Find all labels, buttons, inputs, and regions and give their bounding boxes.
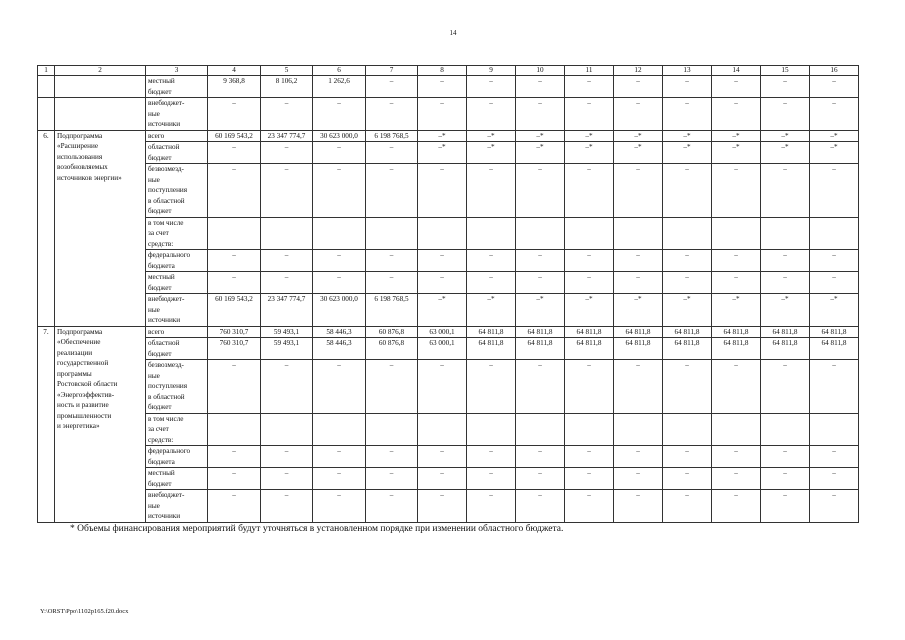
table-row xyxy=(38,98,859,131)
amount-cell: –* xyxy=(565,294,614,327)
amount-cell xyxy=(418,217,467,250)
amount-cell: – xyxy=(418,446,467,468)
funding-source: внебюджет- ные источники xyxy=(146,98,208,131)
amount-cell: – xyxy=(761,76,810,98)
table-row xyxy=(38,76,859,98)
header-cell: 7 xyxy=(366,66,418,76)
amount-cell: – xyxy=(418,468,467,490)
amount-cell: 60 876,8 xyxy=(366,338,418,360)
amount-cell: – xyxy=(761,98,810,131)
amount-cell: – xyxy=(366,446,418,468)
amount-cell xyxy=(712,413,761,446)
amount-cell: – xyxy=(712,446,761,468)
amount-cell: – xyxy=(467,98,516,131)
amount-cell xyxy=(313,413,366,446)
amount-cell xyxy=(810,413,859,446)
table-row xyxy=(38,217,859,250)
amount-cell: 64 811,8 xyxy=(565,326,614,338)
amount-cell: –* xyxy=(516,130,565,142)
amount-cell xyxy=(663,217,712,250)
amount-cell: – xyxy=(313,490,366,523)
header-cell: 1 xyxy=(38,66,55,76)
table-row xyxy=(38,142,859,164)
funding-source: местный бюджет xyxy=(146,76,208,98)
amount-cell: – xyxy=(712,76,761,98)
header-cell: 11 xyxy=(565,66,614,76)
amount-cell: 60 169 543,2 xyxy=(208,294,261,327)
amount-cell: – xyxy=(810,490,859,523)
amount-cell: –* xyxy=(467,294,516,327)
amount-cell: –* xyxy=(712,294,761,327)
funding-source: внебюджет- ные источники xyxy=(146,490,208,523)
amount-cell xyxy=(516,413,565,446)
amount-cell: – xyxy=(614,468,663,490)
header-cell: 15 xyxy=(761,66,810,76)
row-number xyxy=(38,98,55,131)
amount-cell: – xyxy=(663,272,712,294)
amount-cell: – xyxy=(467,468,516,490)
amount-cell: – xyxy=(810,98,859,131)
amount-cell: – xyxy=(565,490,614,523)
amount-cell: –* xyxy=(418,130,467,142)
amount-cell: 64 811,8 xyxy=(467,338,516,360)
amount-cell: – xyxy=(712,164,761,218)
table-row xyxy=(38,326,859,338)
amount-cell: –* xyxy=(761,294,810,327)
program-name: Подпрограмма «Обеспечение реализации государственной программы Ростовской области «Энергоэффектив- ность и развитие промышленности и энергетика» xyxy=(55,326,146,522)
amount-cell: – xyxy=(516,250,565,272)
amount-cell: 64 811,8 xyxy=(565,338,614,360)
header-cell: 5 xyxy=(261,66,313,76)
funding-source: федерального бюджета xyxy=(146,250,208,272)
amount-cell: – xyxy=(418,490,467,523)
header-cell: 2 xyxy=(55,66,146,76)
amount-cell: – xyxy=(712,272,761,294)
amount-cell xyxy=(366,217,418,250)
table-row xyxy=(38,468,859,490)
amount-cell: – xyxy=(712,98,761,131)
amount-cell: – xyxy=(313,360,366,414)
funding-source: всего xyxy=(146,130,208,142)
amount-cell: – xyxy=(761,164,810,218)
amount-cell xyxy=(261,217,313,250)
amount-cell: – xyxy=(614,164,663,218)
amount-cell: –* xyxy=(614,130,663,142)
program-name xyxy=(55,76,146,98)
amount-cell: – xyxy=(313,98,366,131)
amount-cell: – xyxy=(366,98,418,131)
header-cell: 3 xyxy=(146,66,208,76)
amount-cell: – xyxy=(614,76,663,98)
header-cell: 16 xyxy=(810,66,859,76)
funding-source: в том числе за счет средств: xyxy=(146,413,208,446)
amount-cell xyxy=(565,217,614,250)
amount-cell: –* xyxy=(418,142,467,164)
amount-cell: – xyxy=(261,360,313,414)
amount-cell: – xyxy=(467,490,516,523)
amount-cell: – xyxy=(516,468,565,490)
amount-cell: – xyxy=(366,164,418,218)
table-row xyxy=(38,490,859,523)
amount-cell: – xyxy=(810,272,859,294)
amount-cell: – xyxy=(208,490,261,523)
amount-cell: – xyxy=(208,250,261,272)
amount-cell: – xyxy=(761,250,810,272)
amount-cell: – xyxy=(366,468,418,490)
amount-cell: – xyxy=(565,272,614,294)
amount-cell: – xyxy=(418,164,467,218)
table-row xyxy=(38,338,859,360)
amount-cell: 63 000,1 xyxy=(418,326,467,338)
amount-cell: 6 198 768,5 xyxy=(366,294,418,327)
amount-cell: – xyxy=(313,142,366,164)
amount-cell: – xyxy=(516,490,565,523)
amount-cell xyxy=(614,413,663,446)
header-cell: 12 xyxy=(614,66,663,76)
header-cell: 6 xyxy=(313,66,366,76)
amount-cell: – xyxy=(366,490,418,523)
amount-cell: – xyxy=(313,164,366,218)
amount-cell: – xyxy=(467,164,516,218)
amount-cell: – xyxy=(614,250,663,272)
amount-cell: – xyxy=(565,468,614,490)
amount-cell: – xyxy=(261,250,313,272)
amount-cell: 59 493,1 xyxy=(261,326,313,338)
row-number xyxy=(38,76,55,98)
amount-cell: – xyxy=(418,272,467,294)
amount-cell: – xyxy=(418,76,467,98)
amount-cell: – xyxy=(712,360,761,414)
amount-cell: –* xyxy=(467,130,516,142)
amount-cell: – xyxy=(810,360,859,414)
amount-cell: – xyxy=(313,250,366,272)
amount-cell: – xyxy=(366,272,418,294)
amount-cell: 1 262,6 xyxy=(313,76,366,98)
amount-cell: – xyxy=(712,490,761,523)
amount-cell: –* xyxy=(810,130,859,142)
amount-cell: – xyxy=(261,490,313,523)
amount-cell xyxy=(208,413,261,446)
amount-cell: – xyxy=(565,76,614,98)
amount-cell: 64 811,8 xyxy=(516,338,565,360)
amount-cell: – xyxy=(810,250,859,272)
program-name xyxy=(55,98,146,131)
amount-cell: – xyxy=(208,446,261,468)
amount-cell: – xyxy=(467,272,516,294)
amount-cell: –* xyxy=(761,142,810,164)
amount-cell: – xyxy=(516,446,565,468)
funding-source: областной бюджет xyxy=(146,338,208,360)
amount-cell xyxy=(313,217,366,250)
amount-cell xyxy=(516,217,565,250)
amount-cell: – xyxy=(516,272,565,294)
funding-source: местный бюджет xyxy=(146,468,208,490)
amount-cell xyxy=(261,413,313,446)
page-number: 14 xyxy=(449,29,457,37)
amount-cell: 23 347 774,7 xyxy=(261,130,313,142)
amount-cell: – xyxy=(313,468,366,490)
amount-cell xyxy=(712,217,761,250)
amount-cell: – xyxy=(810,468,859,490)
amount-cell: – xyxy=(261,142,313,164)
table-header-row xyxy=(38,66,859,76)
amount-cell: 760 310,7 xyxy=(208,338,261,360)
amount-cell: – xyxy=(614,490,663,523)
amount-cell: – xyxy=(467,250,516,272)
amount-cell: – xyxy=(208,272,261,294)
amount-cell: – xyxy=(712,468,761,490)
table-row xyxy=(38,294,859,327)
amount-cell: – xyxy=(663,446,712,468)
amount-cell: 64 811,8 xyxy=(712,338,761,360)
amount-cell: – xyxy=(565,250,614,272)
amount-cell: – xyxy=(565,98,614,131)
amount-cell: 64 811,8 xyxy=(810,338,859,360)
amount-cell: – xyxy=(516,360,565,414)
amount-cell: 760 310,7 xyxy=(208,326,261,338)
amount-cell: 58 446,3 xyxy=(313,338,366,360)
amount-cell: – xyxy=(467,360,516,414)
amount-cell: –* xyxy=(516,294,565,327)
amount-cell: – xyxy=(261,468,313,490)
amount-cell: – xyxy=(261,98,313,131)
funding-source: в том числе за счет средств: xyxy=(146,217,208,250)
funding-source: федерального бюджета xyxy=(146,446,208,468)
funding-source: областной бюджет xyxy=(146,142,208,164)
amount-cell xyxy=(208,217,261,250)
amount-cell: – xyxy=(761,360,810,414)
amount-cell: – xyxy=(565,360,614,414)
amount-cell: 64 811,8 xyxy=(810,326,859,338)
amount-cell: 63 000,1 xyxy=(418,338,467,360)
funding-source: всего xyxy=(146,326,208,338)
amount-cell: –* xyxy=(467,142,516,164)
amount-cell: –* xyxy=(810,142,859,164)
amount-cell: – xyxy=(467,446,516,468)
amount-cell: – xyxy=(663,98,712,131)
table-row xyxy=(38,250,859,272)
amount-cell: 8 106,2 xyxy=(261,76,313,98)
amount-cell: – xyxy=(366,76,418,98)
table-body xyxy=(38,66,859,523)
amount-cell: – xyxy=(663,250,712,272)
amount-cell: – xyxy=(663,468,712,490)
amount-cell: – xyxy=(712,250,761,272)
amount-cell: – xyxy=(663,76,712,98)
amount-cell: – xyxy=(418,98,467,131)
amount-cell: – xyxy=(663,164,712,218)
header-cell: 4 xyxy=(208,66,261,76)
funding-source: безвозмезд- ные поступления в областной бюджет xyxy=(146,164,208,218)
amount-cell xyxy=(467,217,516,250)
amount-cell: – xyxy=(418,360,467,414)
amount-cell: – xyxy=(810,76,859,98)
amount-cell: 59 493,1 xyxy=(261,338,313,360)
amount-cell: 30 623 000,0 xyxy=(313,294,366,327)
table-row xyxy=(38,360,859,414)
table-row xyxy=(38,446,859,468)
financing-table xyxy=(37,65,859,523)
amount-cell: – xyxy=(614,360,663,414)
amount-cell: –* xyxy=(614,142,663,164)
amount-cell: 64 811,8 xyxy=(467,326,516,338)
footnote: * Объемы финансирования мероприятий будут уточняться в установленном порядке при изменении областного бюджета. xyxy=(70,524,564,534)
amount-cell: – xyxy=(208,360,261,414)
amount-cell xyxy=(614,217,663,250)
amount-cell: – xyxy=(761,468,810,490)
amount-cell: 64 811,8 xyxy=(614,326,663,338)
amount-cell: 58 446,3 xyxy=(313,326,366,338)
amount-cell xyxy=(418,413,467,446)
amount-cell xyxy=(810,217,859,250)
amount-cell: – xyxy=(313,446,366,468)
amount-cell: 60 169 543,2 xyxy=(208,130,261,142)
program-name: Подпрограмма «Расширение использования возобновляемых источников энергии» xyxy=(55,130,146,326)
amount-cell: 64 811,8 xyxy=(761,338,810,360)
file-path: Y:\ORST\Ppo\1102p165.f20.docx xyxy=(40,608,129,615)
amount-cell: – xyxy=(614,98,663,131)
amount-cell: – xyxy=(761,446,810,468)
funding-source: внебюджет- ные источники xyxy=(146,294,208,327)
amount-cell: –* xyxy=(418,294,467,327)
amount-cell: – xyxy=(614,446,663,468)
table-row xyxy=(38,413,859,446)
funding-source: местный бюджет xyxy=(146,272,208,294)
amount-cell: 64 811,8 xyxy=(614,338,663,360)
header-cell: 10 xyxy=(516,66,565,76)
amount-cell: – xyxy=(761,490,810,523)
amount-cell: –* xyxy=(516,142,565,164)
amount-cell: – xyxy=(810,164,859,218)
amount-cell: – xyxy=(516,98,565,131)
header-cell: 13 xyxy=(663,66,712,76)
amount-cell: 64 811,8 xyxy=(663,338,712,360)
amount-cell xyxy=(467,413,516,446)
amount-cell xyxy=(761,413,810,446)
amount-cell: –* xyxy=(565,130,614,142)
amount-cell xyxy=(663,413,712,446)
amount-cell: –* xyxy=(663,130,712,142)
amount-cell: – xyxy=(810,446,859,468)
funding-source: безвозмезд- ные поступления в областной бюджет xyxy=(146,360,208,414)
amount-cell: – xyxy=(565,446,614,468)
amount-cell: – xyxy=(516,76,565,98)
amount-cell: – xyxy=(366,360,418,414)
table-row xyxy=(38,272,859,294)
amount-cell: – xyxy=(208,164,261,218)
amount-cell: – xyxy=(208,142,261,164)
amount-cell: – xyxy=(663,360,712,414)
table-row xyxy=(38,130,859,142)
amount-cell: –* xyxy=(565,142,614,164)
amount-cell: – xyxy=(208,468,261,490)
amount-cell: –* xyxy=(810,294,859,327)
amount-cell: 30 623 000,0 xyxy=(313,130,366,142)
amount-cell: – xyxy=(313,272,366,294)
amount-cell: – xyxy=(516,164,565,218)
amount-cell: 9 368,8 xyxy=(208,76,261,98)
table-row xyxy=(38,164,859,218)
header-cell: 9 xyxy=(467,66,516,76)
amount-cell xyxy=(565,413,614,446)
amount-cell: – xyxy=(261,164,313,218)
amount-cell: – xyxy=(366,142,418,164)
amount-cell: – xyxy=(614,272,663,294)
amount-cell: 64 811,8 xyxy=(712,326,761,338)
row-number: 7. xyxy=(38,326,55,522)
amount-cell: 64 811,8 xyxy=(761,326,810,338)
amount-cell: – xyxy=(366,250,418,272)
amount-cell xyxy=(761,217,810,250)
amount-cell: – xyxy=(761,272,810,294)
amount-cell: – xyxy=(261,446,313,468)
amount-cell: –* xyxy=(663,142,712,164)
amount-cell: – xyxy=(467,76,516,98)
header-cell: 8 xyxy=(418,66,467,76)
amount-cell: –* xyxy=(761,130,810,142)
amount-cell: –* xyxy=(663,294,712,327)
amount-cell: – xyxy=(261,272,313,294)
row-number: 6. xyxy=(38,130,55,326)
amount-cell: – xyxy=(565,164,614,218)
amount-cell: –* xyxy=(614,294,663,327)
amount-cell: 6 198 768,5 xyxy=(366,130,418,142)
amount-cell: –* xyxy=(712,142,761,164)
amount-cell xyxy=(366,413,418,446)
amount-cell: 64 811,8 xyxy=(663,326,712,338)
amount-cell: – xyxy=(418,250,467,272)
amount-cell: –* xyxy=(712,130,761,142)
amount-cell: 60 876,8 xyxy=(366,326,418,338)
header-cell: 14 xyxy=(712,66,761,76)
amount-cell: 23 347 774,7 xyxy=(261,294,313,327)
amount-cell: – xyxy=(663,490,712,523)
amount-cell: – xyxy=(208,98,261,131)
amount-cell: 64 811,8 xyxy=(516,326,565,338)
